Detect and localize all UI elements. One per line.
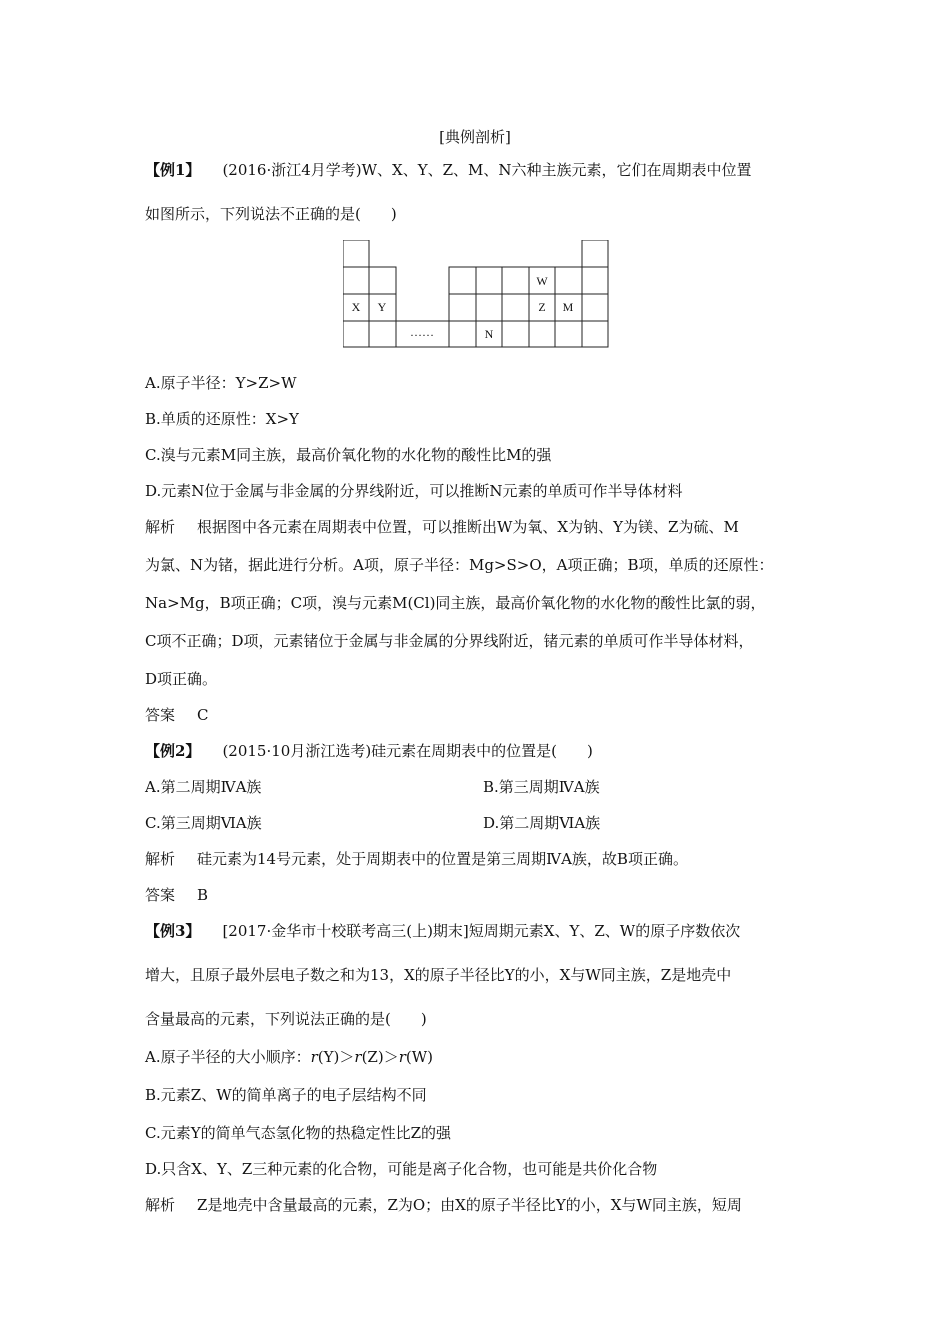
example-3-analysis [145,1195,742,1215]
radius-symbol: r [310,1048,318,1066]
cell [449,267,476,294]
example-1-answer [145,705,209,725]
cell [582,240,608,267]
example-2-option-b: B.第三周期ⅣA族 [483,778,600,796]
cell [343,267,369,294]
example-2-stem [145,741,593,761]
example-1-option-a: A.原子半径：Y>Z>W [145,374,297,392]
example-1-analysis-line-4: C项不正确；D项，元素锗位于金属与非金属的分界线附近，锗元素的单质可作半导体材料， [145,632,754,650]
answer-label: 答案 [145,706,176,724]
example-1-stem-line-2: 如图所示，下列说法不正确的是( ) [145,205,397,223]
example-2-tag: 【例2】 [145,742,201,760]
element-w-label: W [536,274,548,288]
example-1-analysis-line-3: Na>Mg，B项正确；C项，溴与元素M(Cl)同主族，最高价氧化物的水化物的酸性比氯的弱， [145,594,766,612]
analysis-label: 解析 [145,1196,176,1214]
example-1-analysis-line-1 [145,517,739,537]
cell [476,294,502,321]
answer-value: B [197,886,209,904]
analysis-label: 解析 [145,518,176,536]
example-1-option-d: D.元素N位于金属与非金属的分界线附近，可以推断N元素的单质可作半导体材料 [145,482,683,500]
example-2-analysis [145,849,688,869]
cell [555,267,582,294]
example-3-option-b: B.元素Z、W的简单离子的电子层结构不同 [145,1086,427,1104]
example-3-option-c: C.元素Y的简单气态氢化物的热稳定性比Z的强 [145,1124,452,1142]
option-a-z: (Z)＞ [361,1048,399,1066]
cell [582,294,608,321]
element-y-label: Y [377,300,387,314]
analysis-text: Z是地壳中含量最高的元素，Z为O；由X的原子半径比Y的小，X与W同主族，短周 [197,1196,742,1214]
cell [369,321,396,347]
option-a-w: (W) [405,1048,433,1066]
example-3-stem-line-3: 含量最高的元素，下列说法正确的是( ) [145,1010,427,1028]
example-1-option-c: C.溴与元素M同主族，最高价氧化物的水化物的酸性比M的强 [145,446,552,464]
example-1-option-b: B.单质的还原性：X>Y [145,410,299,428]
example-3-stem-text: [2017·金华市十校联考高三(上)期末]短周期元素X、Y、Z、W的原子序数依次 [222,922,741,940]
cell [529,321,555,347]
element-x-label: X [351,300,361,314]
radius-symbol: r [354,1048,362,1066]
cell [369,267,396,294]
cell [449,294,476,321]
element-n-label: N [484,327,494,341]
example-2-option-d: D.第二周期ⅥA族 [483,814,601,832]
option-a-prefix: A.原子半径的大小顺序： [145,1048,311,1066]
element-m-label: M [562,300,574,314]
cell [343,240,369,267]
option-a-y: (Y)＞ [317,1048,355,1066]
cell [582,267,608,294]
answer-label: 答案 [145,886,176,904]
example-3-stem-line-2: 增大，且原子最外层电子数之和为13，X的原子半径比Y的小，X与W同主族，Z是地壳中 [145,966,732,984]
example-1-analysis-line-5: D项正确。 [145,670,218,688]
ellipsis-label: …… [410,325,434,339]
example-1-stem-text: (2016·浙江4月学考)W、X、Y、Z、M、N六种主族元素，它们在周期表中位置 [222,161,752,179]
analysis-text: 硅元素为14号元素，处于周期表中的位置是第三周期ⅣA族，故B项正确。 [197,850,688,868]
example-3-option-d: D.只含X、Y、Z三种元素的化合物，可能是离子化合物，也可能是共价化合物 [145,1160,658,1178]
cell [476,267,502,294]
cell [502,267,529,294]
example-3-option-a [145,1047,433,1067]
example-3-stem-line-1 [145,921,740,941]
example-2-option-a: A.第二周期ⅣA族 [145,778,262,796]
periodic-table-diagram [343,240,613,348]
example-1-analysis-line-2: 为氯、N为锗，据此进行分析。A项，原子半径：Mg>S>O，A项正确；B项，单质的还原性： [145,556,774,574]
cell [449,321,476,347]
example-1-tag: 【例1】 [145,161,201,179]
cell [582,321,608,347]
radius-symbol: r [398,1048,406,1066]
analysis-label: 解析 [145,850,176,868]
example-1-stem-line-1 [145,160,752,180]
example-2-stem-text: (2015·10月浙江选考)硅元素在周期表中的位置是( ) [222,742,593,760]
analysis-text: 根据图中各元素在周期表中位置，可以推断出W为氧、X为钠、Y为镁、Z为硫、M [197,518,739,536]
section-title: [典例剖析] [439,128,511,146]
cell [502,294,529,321]
example-2-option-c: C.第三周期ⅥA族 [145,814,262,832]
cell [502,321,529,347]
cell [343,321,369,347]
example-2-answer [145,885,208,905]
answer-value: C [197,706,209,724]
example-3-tag: 【例3】 [145,922,201,940]
cell [555,321,582,347]
element-z-label: Z [538,300,546,314]
